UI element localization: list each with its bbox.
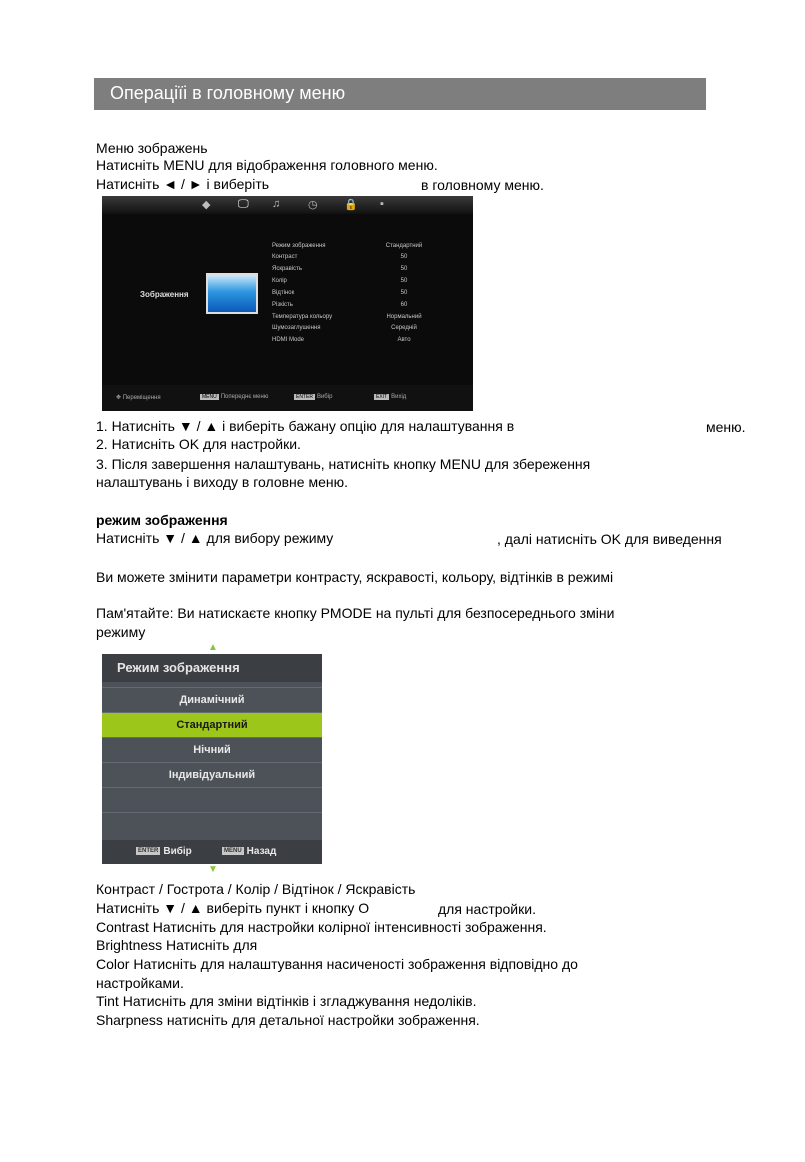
move-hint: ✥ Переміщення	[116, 395, 161, 401]
lock-icon: 🔒	[344, 199, 358, 211]
mode-option-empty	[102, 812, 322, 837]
params-line-4: Brightness Натисніть для	[96, 937, 258, 953]
tv-row-value: 50	[400, 290, 408, 296]
params-line-6: настройками.	[96, 975, 184, 991]
setup-icon: ◆	[202, 199, 211, 211]
enter-key-icon: ENTER	[138, 848, 159, 855]
scroll-down-icon: ▼	[208, 864, 218, 875]
mode-line-1b: , далі натисніть OK для виведення	[497, 531, 722, 547]
step-1b: меню.	[706, 419, 746, 435]
intro-line-3b: в головному меню.	[421, 177, 544, 193]
tv-row-name: Температура кольору	[272, 314, 333, 320]
step-3a: 3. Після завершення налаштувань, натисніть кнопку MENU для збереження	[96, 456, 591, 472]
channel-icon: ▪	[380, 198, 384, 210]
mode-option-night[interactable]: Нічний	[102, 737, 322, 762]
step-2: 2. Натисніть OK для настройки.	[96, 436, 301, 452]
tv-top-bar	[102, 196, 473, 214]
prev-menu-hint: MENU Попереднє меню	[202, 394, 269, 400]
tv-row-value: 60	[400, 302, 408, 308]
mode-heading: режим зображення	[96, 512, 228, 528]
intro-line-1: Меню зображень	[96, 140, 208, 156]
step-3b: налаштувань і виходу в головне меню.	[96, 474, 348, 490]
tv-row-value: Нормальний	[386, 314, 422, 320]
mode-note-b: режиму	[96, 624, 146, 640]
picture-thumbnail	[206, 273, 258, 314]
mode-option-dynamic[interactable]: Динамічний	[102, 687, 322, 712]
mode-menu-titlebar	[102, 654, 322, 682]
tv-row-value: Середній	[391, 325, 417, 331]
scroll-up-icon: ▲	[208, 642, 218, 653]
mode-option-custom[interactable]: Індивідуальний	[102, 762, 322, 787]
params-line-1: Контраст / Гострота / Колір / Відтінок / Яскравість	[96, 881, 416, 897]
select-hint: ENTER Вибір	[296, 394, 333, 400]
tv-bottom-bar	[102, 385, 473, 411]
tv-row-name: Контраст	[272, 254, 298, 260]
move-hint-icon: ✥	[116, 395, 123, 401]
tv-row-name: HDMI Mode	[272, 337, 305, 343]
tv-row-value: Авто	[397, 337, 411, 343]
tv-row-value: 50	[400, 278, 408, 284]
mode-option-empty	[102, 787, 322, 812]
tv-row-name: Колір	[272, 278, 287, 284]
tv-row-name: Шумозаглушення	[272, 325, 321, 331]
tv-picture-menu-screenshot	[102, 196, 473, 411]
step-1a: 1. Натисніть ▼ / ▲ і виберіть бажану опцію для налаштування в	[96, 418, 515, 434]
tv-row-name: Режим зображення	[272, 243, 326, 249]
mode-line-2: Ви можете змінити параметри контрасту, яскравості, кольору, відтінків в режимі	[96, 569, 614, 585]
tv-row-value: 50	[400, 254, 408, 260]
tv-row-name: Відтінок	[272, 290, 295, 296]
mode-option-standard[interactable]: Стандартний	[102, 712, 322, 737]
params-line-5: Color Натисніть для налаштування насиченості зображення відповідно до	[96, 956, 578, 972]
section-header	[94, 78, 706, 110]
footer-select: ENTER Вибір	[138, 846, 192, 857]
intro-line-2: Натисніть MENU для відображення головного меню.	[96, 157, 438, 173]
footer-back: MENU Назад	[224, 846, 277, 857]
sound-icon: ♫	[272, 198, 281, 210]
section-title: Операціїі в головному меню	[110, 83, 346, 103]
tv-row-name: Різкість	[272, 302, 293, 308]
mode-menu-title: Режим зображення	[117, 660, 240, 675]
params-line-2a: Натисніть ▼ / ▲ виберіть пункт і кнопку О	[96, 900, 370, 916]
picture-mode-menu	[102, 654, 322, 864]
picture-icon: 🖵	[238, 198, 249, 210]
params-line-3: Contrast Натисніть для настройки колірної інтенсивності зображення.	[96, 919, 547, 935]
mode-note-a: Пам'ятайте: Ви натискаєте кнопку PMODE на пульті для безпосереднього зміни	[96, 605, 615, 621]
exit-hint: EXIT Вихід	[376, 394, 407, 400]
tv-section-label: Зображення	[140, 290, 189, 299]
tv-row-name: Яскравість	[272, 266, 303, 272]
mode-menu-footer	[102, 840, 322, 864]
tv-row-value: Стандартний	[385, 243, 423, 249]
params-line-7: Tint Натисніть для зміни відтінків і згладжування недоліків.	[96, 993, 477, 1009]
menu-key-icon: MENU	[224, 848, 242, 855]
mode-line-1a: Натисніть ▼ / ▲ для вибору режиму	[96, 530, 334, 546]
intro-line-3a: Натисніть ◄ / ► і виберіть	[96, 176, 270, 192]
params-line-2b: для настройки.	[438, 901, 536, 917]
params-line-8: Sharpness натисніть для детальної настройки зображення.	[96, 1012, 480, 1028]
time-icon: ◷	[308, 199, 318, 211]
tv-row-value: 50	[400, 266, 408, 272]
